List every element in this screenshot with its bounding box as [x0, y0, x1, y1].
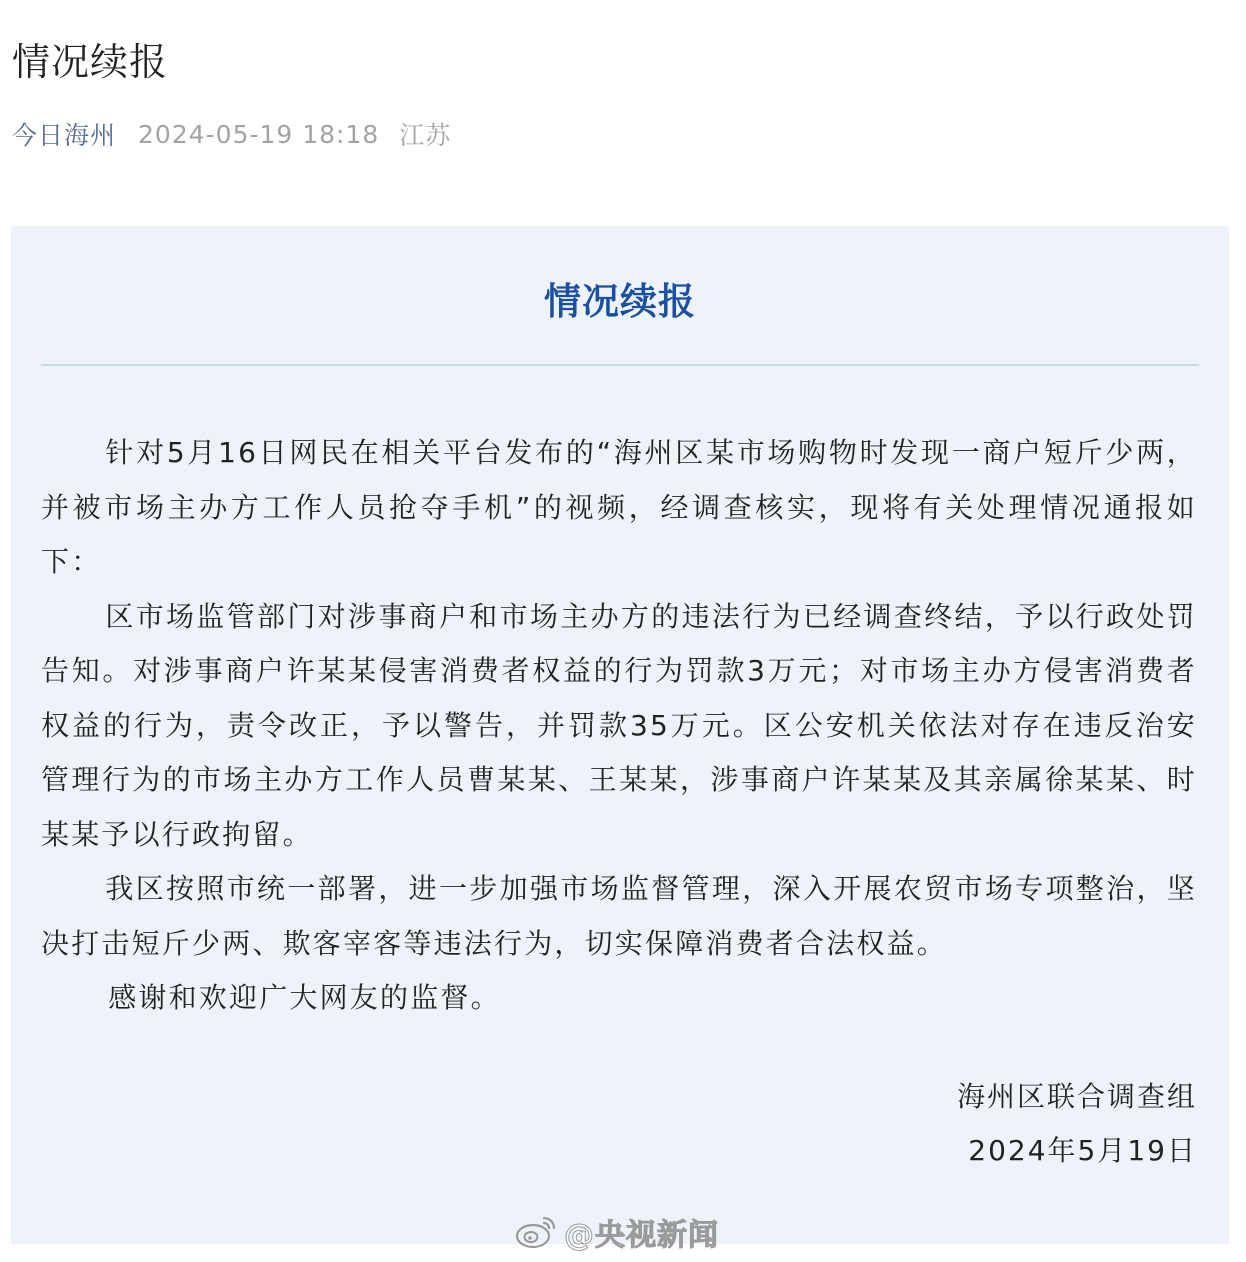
notice-paragraph: 感谢和欢迎广大网友的监督。 [108, 981, 501, 1014]
publish-datetime: 2024-05-19 18:18 [138, 119, 380, 149]
weibo-icon [514, 1214, 558, 1250]
notice-divider [41, 364, 1199, 366]
notice-paragraph: 区市场监管部门对涉事商户和市场主办方的违法行为已经调查终结，予以行政处罚告知。对涉事商户许某某侵害消费者权益的行为罚款3万元；对市场主办方侵害消费者权益的行为，责令改正，予以警告，并罚款35万元。区公安机关依法对存在违反治安管理行为的市场主办方工作人员曹某某、王某某，涉事商户许某某及其亲属徐某某、时某某予以行政拘留。 [41, 599, 1197, 851]
weibo-watermark [514, 1208, 719, 1256]
notice-body [41, 426, 1197, 1026]
notice-heading: 情况续报 [544, 280, 696, 323]
publish-location: 江苏 [399, 121, 452, 150]
notice-paragraph: 我区按照市统一部署，进一步加强市场监督管理，深入开展农贸市场专项整治，坚决打击短斤少两、欺客宰客等违法行为，切实保障消费者合法权益。 [41, 872, 1197, 960]
signature-date: 2024年5月19日 [968, 1134, 1197, 1167]
watermark-text: @央视新闻 [564, 1218, 719, 1253]
article-title: 情况续报 [12, 40, 169, 84]
article-meta [12, 114, 451, 154]
notice-signature [957, 1070, 1197, 1178]
notice-paragraph: 针对5月16日网民在相关平台发布的“海州区某市场购物时发现一商户短斤少两，并被市场主办方工作人员抢夺手机”的视频，经调查核实，现将有关处理情况通报如下： [41, 436, 1197, 578]
signature-org: 海州区联合调查组 [956, 1080, 1197, 1113]
source-account-link[interactable]: 今日海州 [12, 121, 117, 150]
